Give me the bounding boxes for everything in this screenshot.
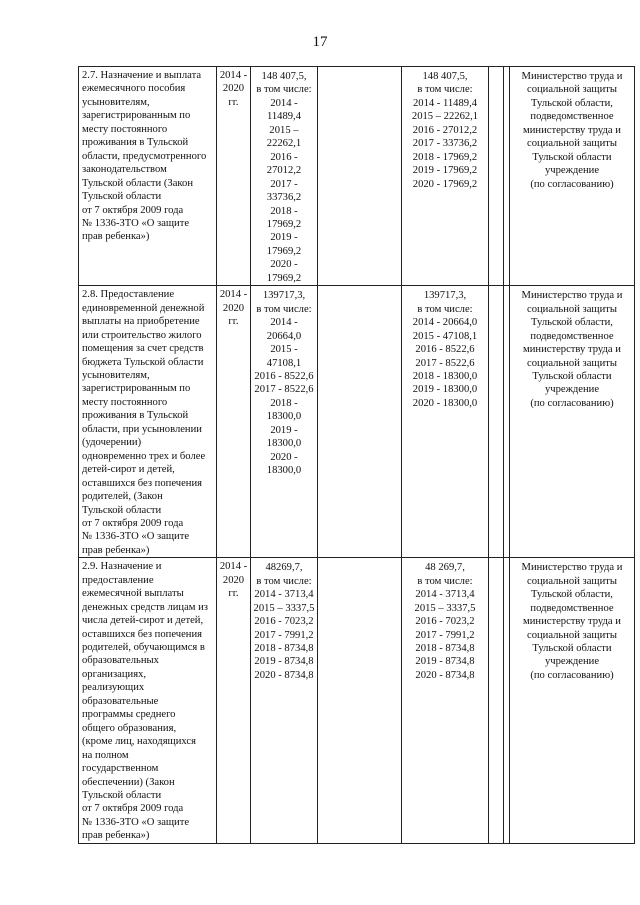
period-cell	[217, 558, 251, 844]
table-row	[79, 67, 635, 286]
executor: Министерство труда и социальной защиты Тульской области, подведомственное министерству труда и социальной защиты Тульской области учреждение (по согласованию)	[521, 290, 623, 409]
empty-cell	[318, 67, 402, 286]
regional-budget-cell	[402, 67, 489, 286]
measure-name: 2.8. Предоставление единовременной денежной выплаты на приобретение или строительство жилого помещения за счет средств бюджета Тульской области усыновителям, зарегистрированным по месту постоянного проживания в Тульской области, при усыновлении (удочерении) одновременно трех и более детей-сирот и детей, оставшихся без попечения родителей, (Закон Тульской области от 7 октября 2009 года № 1336-ЗТО «О защите прав ребенка»)	[82, 289, 206, 556]
total-funding: 48269,7, в том числе: 2014 - 3713,4 2015 – 3337,5 2016 - 7023,2 2017 - 7991,2 2018 - 8734,8 2019 - 8734,8 2020 - 8734,8	[253, 562, 315, 681]
period: 2014 - 2020 гг.	[219, 70, 248, 108]
executor-cell	[510, 286, 635, 558]
regional-budget: 148 407,5, в том числе: 2014 - 11489,4 2015 – 22262,1 2016 - 27012,2 2017 - 33736,2 2018 - 17969,2 2019 - 17969,2 2020 - 17969,2	[411, 71, 479, 190]
empty-cell	[318, 558, 402, 844]
page-number: 17	[312, 34, 328, 50]
empty-cell	[318, 286, 402, 558]
period-cell	[217, 67, 251, 286]
executor-cell	[510, 67, 635, 286]
period: 2014 - 2020 гг.	[219, 289, 248, 328]
period: 2014 - 2020 гг.	[219, 561, 248, 600]
measure-name-cell	[79, 286, 217, 558]
period-cell	[217, 286, 251, 558]
total-funding-cell	[251, 67, 318, 286]
measure-name-cell	[79, 67, 217, 286]
program-measures-table	[78, 66, 635, 844]
table-row	[79, 558, 635, 844]
total-funding-cell	[251, 558, 318, 844]
executor: Министерство труда и социальной защиты Тульской области, подведомственное министерству труда и социальной защиты Тульской области учреждение (по согласованию)	[521, 71, 623, 190]
measure-name-cell	[79, 558, 217, 844]
executor-cell	[510, 558, 635, 844]
empty-cell	[489, 286, 504, 558]
executor: Министерство труда и социальной защиты Тульской области, подведомственное министерству труда и социальной защиты Тульской области учреждение (по согласованию)	[521, 562, 623, 681]
total-funding-cell	[251, 286, 318, 558]
empty-cell	[489, 67, 504, 286]
regional-budget: 48 269,7, в том числе: 2014 - 3713,4 2015 – 3337,5 2016 - 7023,2 2017 - 7991,2 2018 - 8734,8 2019 - 8734,8 2020 - 8734,8	[414, 562, 476, 681]
regional-budget-cell	[402, 286, 489, 558]
regional-budget-cell	[402, 558, 489, 844]
total-funding: 148 407,5, в том числе: 2014 - 11489,4 2015 – 22262,1 2016 - 27012,2 2017 - 33736,2 2018 - 17969,2 2019 - 17969,2 2020 - 17969,2	[256, 71, 312, 284]
regional-budget: 139717,3, в том числе: 2014 - 20664,0 2015 - 47108,1 2016 - 8522,6 2017 - 8522,6 2018 - 18300,0 2019 - 18300,0 2020 - 18300,0	[412, 290, 478, 409]
total-funding: 139717,3, в том числе: 2014 - 20664,0 2015 - 47108,1 2016 - 8522,6 2017 - 8522,6 2018 - 18300,0 2019 - 18300,0 2020 - 18300,0	[254, 290, 314, 477]
measure-name: 2.7. Назначение и выплата ежемесячного пособия усыновителям, зарегистрированным по месту постоянного проживания в Тульской области, предусмотренного законодательством Тульской области (Закон Тульской области от 7 октября 2009 года № 1336-ЗТО «О защите прав ребенка»)	[82, 70, 207, 243]
empty-cell	[489, 558, 504, 844]
table-row	[79, 286, 635, 558]
measure-name: 2.9. Назначение и предоставление ежемесячной выплаты денежных средств лицам из числа детей-сирот и детей, оставшихся без попечения родителей, обучающимся в образовательных организациях, реализующих образовательные программы среднего общего образования, (кроме лиц, находящихся на полном государственном обеспечении) (Закон Тульской области от 7 октября 2009 года № 1336-ЗТО «О защите прав ребенка»)	[82, 561, 208, 842]
